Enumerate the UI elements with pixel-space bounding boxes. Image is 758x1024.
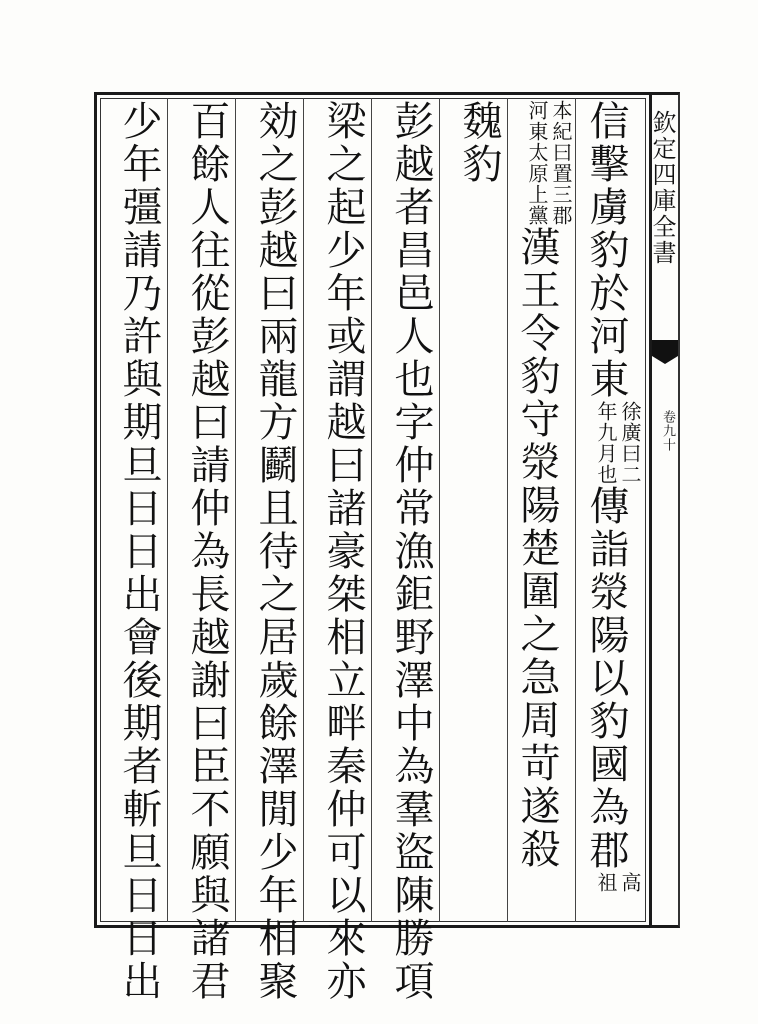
main-text: 傳詣滎陽以豹國為郡 bbox=[583, 485, 629, 872]
text-column-1 bbox=[583, 100, 642, 920]
main-text: 漢王令豹守滎陽楚圍之急周苛遂殺 bbox=[514, 226, 560, 871]
column-rule bbox=[439, 98, 440, 922]
margin-volume-number: 卷九十 bbox=[660, 410, 675, 452]
section-heading bbox=[453, 100, 505, 920]
note-line: 高 bbox=[618, 872, 642, 893]
main-text: 効之彭越曰兩龍方鬬且待之居歲餘澤閒少年相聚 bbox=[252, 100, 298, 1003]
note-line: 河東太原上黨 bbox=[525, 100, 549, 226]
note-line: 本紀曰置三郡 bbox=[549, 100, 573, 226]
text-column-5 bbox=[317, 100, 369, 1003]
interlinear-note bbox=[594, 872, 642, 893]
main-text: 百餘人往從彭越曰請仲為長越謝曰臣不願與諸君 bbox=[184, 100, 230, 1003]
column-rule bbox=[167, 98, 168, 922]
main-text: 信擊虜豹於河東 bbox=[583, 100, 629, 401]
column-rule bbox=[235, 98, 236, 922]
heading-text: 魏豹 bbox=[456, 100, 502, 186]
column-rule bbox=[371, 98, 372, 922]
note-line: 年九月也 bbox=[594, 401, 618, 485]
text-column-8 bbox=[113, 100, 165, 1003]
note-line: 祖 bbox=[594, 872, 618, 893]
main-text: 梁之起少年或謂越曰諸豪桀相立畔秦仲可以來亦 bbox=[320, 100, 366, 1003]
column-rule bbox=[303, 98, 304, 922]
text-column-4 bbox=[385, 100, 437, 1003]
main-text: 彭越者昌邑人也字仲常漁鉅野澤中為羣盜陳勝項 bbox=[388, 100, 434, 1003]
text-column-2 bbox=[514, 100, 573, 920]
fishtail-mark bbox=[652, 340, 678, 356]
main-text: 少年彊請乃許與期旦日日出會後期者斬旦日日出 bbox=[116, 100, 162, 1003]
text-column-7 bbox=[181, 100, 233, 1003]
margin-book-title: 欽定四庫全書 bbox=[648, 110, 676, 266]
interlinear-note bbox=[525, 100, 573, 226]
column-rule bbox=[575, 98, 576, 922]
interlinear-note bbox=[594, 401, 642, 485]
note-line: 徐廣曰二 bbox=[618, 401, 642, 485]
text-column-6 bbox=[249, 100, 301, 1003]
column-rule bbox=[507, 98, 508, 922]
